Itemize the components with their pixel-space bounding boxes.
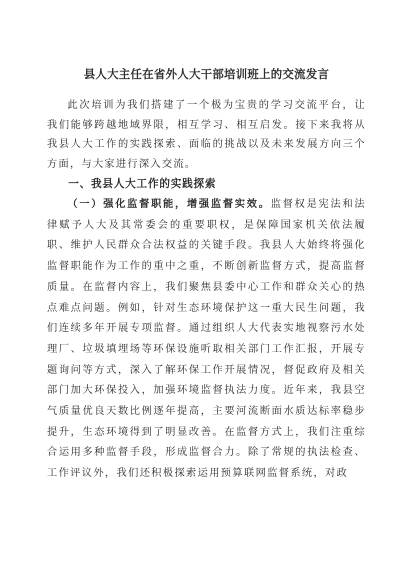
document-title: 县人大主任在省外人大干部培训班上的交流发言 (83, 67, 330, 81)
intro-paragraph: 此次培训为我们搭建了一个极为宝贵的学习交流平台，让我们能够跨越地域界限，相互学习、相互启发。接下来我将从我县人大工作的实践探索、面临的挑战以及未来发展方向三个方面，与大家进行深入交流。 (47, 100, 366, 170)
subsection-paragraph (47, 194, 366, 485)
subsection-body: 监督权是宪法和法律赋予人大及其常委会的重要职权，是保障国家机关依法履职、维护人民群众合法权益的关键手段。我县人大始终将强化监督职能作为工作的重中之重，不断创新监督方式，提高监督质量。在监督内容上，我们聚焦县委中心工作和群众关心的热点难点问题。例如，针对生态环境保护这一重大民生问题，我们连续多年开展专项监督。通过组织人大代表实地视察污水处理厂、垃圾填埋场等环保设施听取相关部门工作汇报，开展专题询问等方式，深入了解环保工作开展情况，督促政府及相关部门加大环保投入，加强环境监督执法力度。近年来，我县空气质量优良天数比例逐年提高，主要河流断面水质达标率稳步提升，生态环境得到了明显改善。在监督方式上，我们注重综合运用多种监督手段，形成监督合力。除了常规的执法检查、工作评议外，我们还积极探索运用预算联网监督系统，对政 (47, 199, 366, 480)
subsection-heading: （一）强化监督职能，增强监督实效。 (67, 198, 271, 210)
section-heading: 一、我县人大工作的实践探索 (68, 178, 217, 190)
